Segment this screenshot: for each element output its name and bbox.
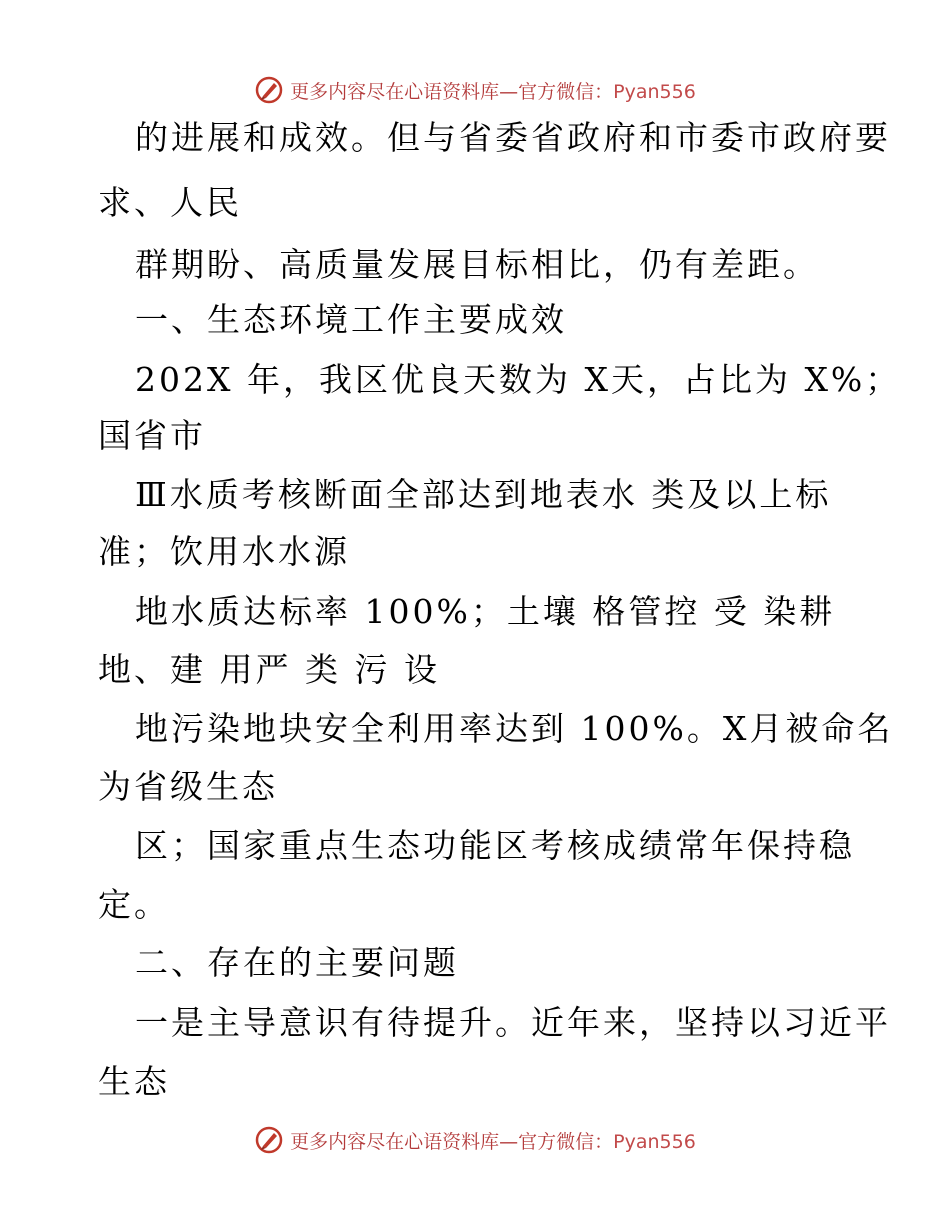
text-line: 地、建 用严 类 污 设	[98, 650, 440, 689]
text-line: 地污染地块安全利用率达到 100%。X月被命名	[135, 709, 894, 748]
text-line: 群期盼、高质量发展目标相比，仍有差距。	[135, 245, 819, 284]
header-wechat-id: Pyan556	[613, 80, 696, 103]
section-heading: 一、生态环境工作主要成效	[135, 300, 567, 339]
footer-banner	[0, 1122, 950, 1158]
text-line: 一是主导意识有待提升。近年来，坚持以习近平	[135, 1003, 891, 1042]
text-line: 定。	[98, 885, 170, 924]
footer-wechat-id: Pyan556	[613, 1130, 696, 1153]
header-banner-text: 更多内容尽在心语资料库—官方微信：Pyan556	[290, 80, 696, 103]
text-line: Ⅲ水质考核断面全部达到地表水 类及以上标	[135, 475, 832, 514]
text-line: 为省级生态	[98, 767, 278, 806]
text-line: 地水质达标率 100%；土壤 格管控 受 染耕	[135, 592, 836, 631]
text-line: 区；国家重点生态功能区考核成绩常年保持稳	[135, 826, 855, 865]
text-line: 生态	[98, 1062, 170, 1101]
text-line: 202X 年，我区优良天数为 X天，占比为 X%；	[135, 360, 902, 399]
section-heading: 二、存在的主要问题	[135, 943, 459, 982]
text-line: 的进展和成效。但与省委省政府和市委市政府要	[135, 118, 891, 157]
text-line: 求、人民	[98, 183, 242, 222]
footer-banner-text: 更多内容尽在心语资料库—官方微信：Pyan556	[290, 1130, 696, 1153]
text-line: 准；饮用水水源	[98, 532, 350, 571]
pen-logo-icon	[254, 1125, 284, 1155]
pen-logo-icon	[254, 75, 284, 105]
text-line: 国省市	[98, 416, 206, 455]
header-banner	[0, 72, 950, 108]
